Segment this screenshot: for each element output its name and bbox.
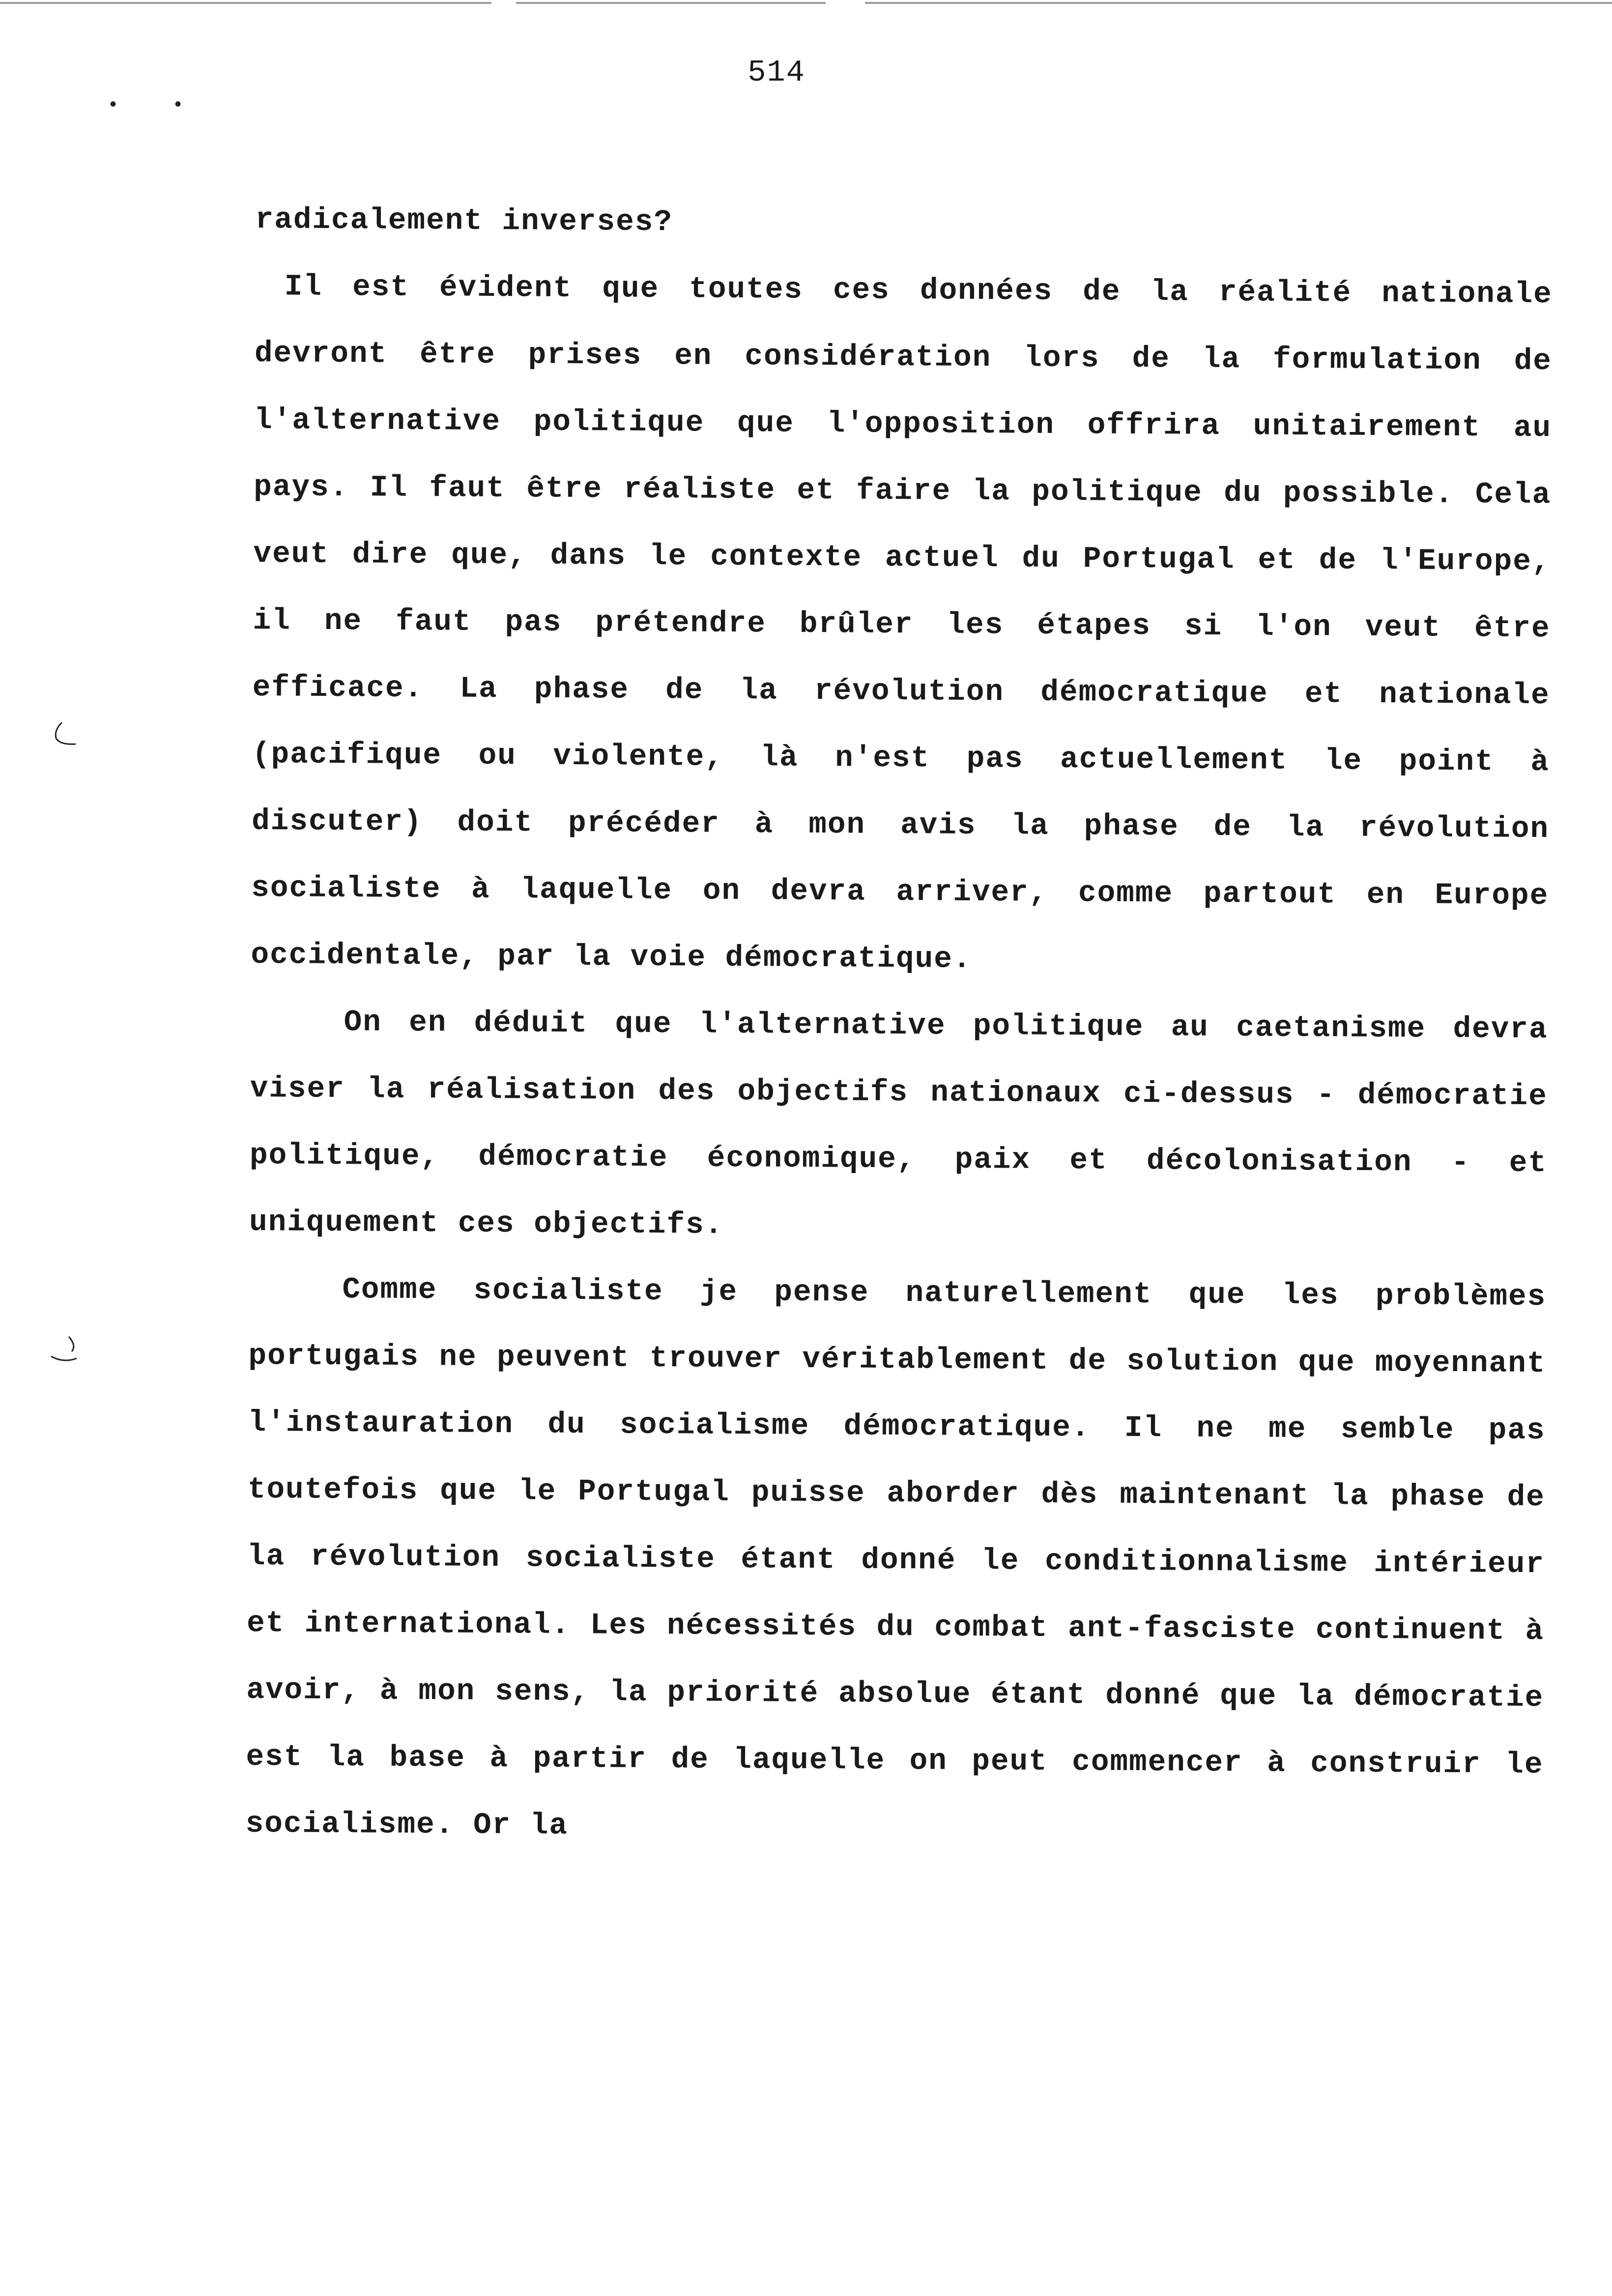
margin-bracket-mark [47, 720, 77, 750]
binder-hole-mark: • [172, 95, 184, 117]
body-text [245, 187, 1553, 1866]
scan-edge-line [865, 2, 1612, 4]
paragraph: Il est évident que toutes ces données de la réalité nationale devront être prises en considération lors de la formulation de l'alternative politique que l'opposition offrira unitairement au pays. Il faut être réaliste et faire la politique du possible. Cela veut dire que, dans le contexte actuel du Portugal et de l'Europe, il ne faut pas prétendre brûler les étapes si l'on veut être efficace. La phase de la révolution démocratique et nationale (pacifique ou violente, là n'est pas actuellement le point à discuter) doit précéder à mon avis la phase de la révolution socialiste à laquelle on devra arriver, comme partout en Europe occidentale, par la voie démocratique. [251, 270, 1553, 976]
scan-edge-line [516, 2, 826, 4]
scan-edge-line [0, 2, 491, 4]
paragraph: Comme socialiste je pense naturellement que les problèmes portugais ne peuvent trouver véritablement de solution que moyennant l'instauration du socialisme démocratique. Il ne me semble pas toutefois que le Portugal puisse aborder dès maintenant la phase de la révolution socialiste étant donné le conditionnalisme intérieur et international. Les nécessités du combat ant-fasciste continuent à avoir, à mon sens, la priorité absolue étant donné que la démocratie est la base à partir de laquelle on peut commencer à construir le socialisme. Or la [245, 1273, 1547, 1843]
binder-hole-mark: • [107, 95, 119, 117]
paragraph: radicalement inverses? [255, 202, 673, 240]
margin-bracket-mark [49, 1335, 79, 1364]
paragraph: On en déduit que l'alternative politique au caetanisme devra viser la réalisation des objectifs nationaux ci-dessus - démocratie politique, démocratie économique, paix et décolonisation - et uniquement ces objectifs. [249, 1005, 1548, 1242]
page-number: 514 [748, 55, 806, 90]
